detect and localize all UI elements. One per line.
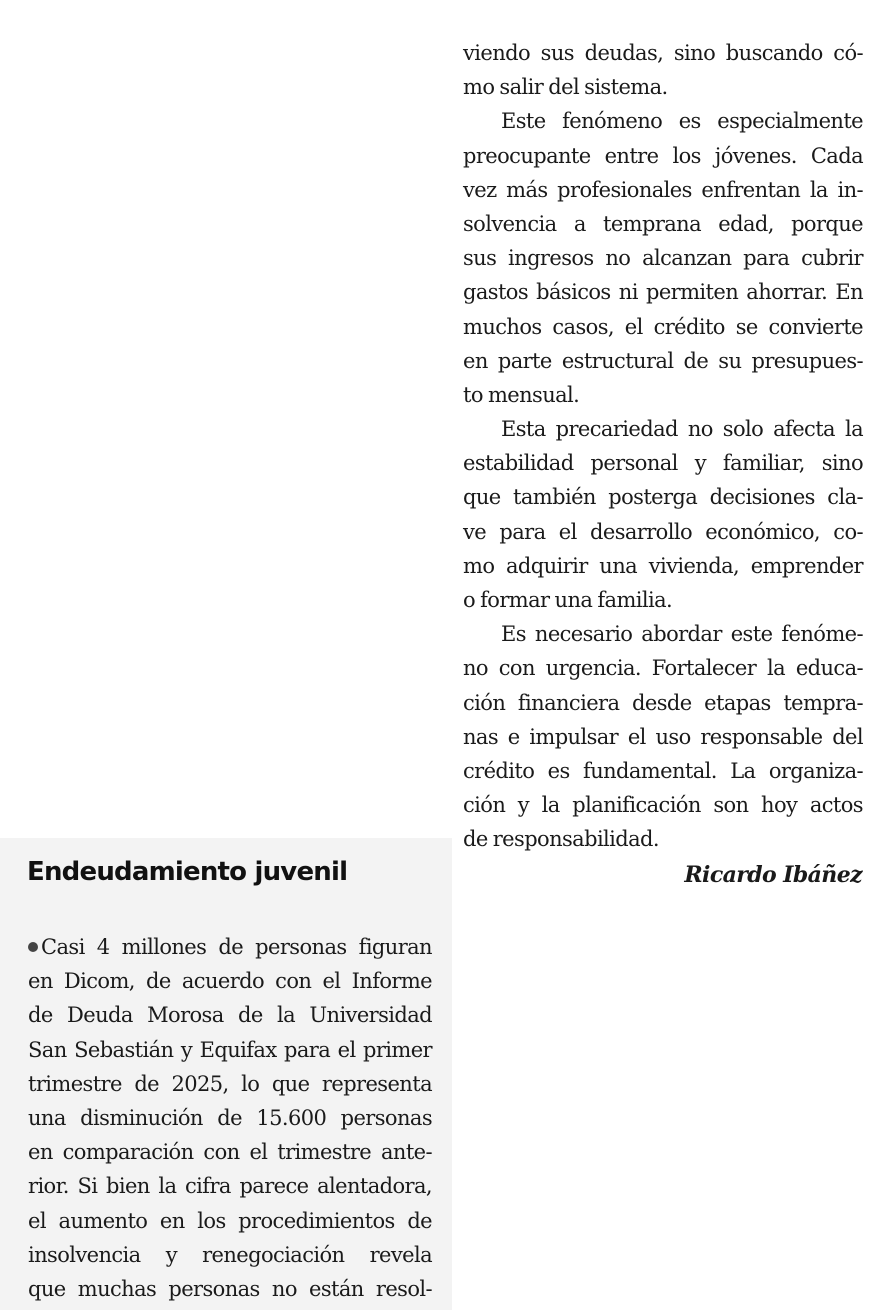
- text-line: trimestre de 2025, lo que representa: [28, 1071, 432, 1096]
- text-line: muchos casos, el crédito se convierte: [463, 314, 863, 339]
- letter-body: [28, 930, 432, 1306]
- text-line: en Dicom, de acuerdo con el Informe: [28, 969, 432, 994]
- paragraph-start-line: Es necesario abordar este fenóme-: [501, 622, 863, 647]
- text-line: no con urgencia. Fortalecer la educa-: [463, 656, 863, 681]
- text-line: de Deuda Morosa de la Universidad: [28, 1003, 432, 1028]
- text-line: que muchas personas no están resol-: [28, 1276, 432, 1301]
- text-line: el aumento en los procedimientos de: [28, 1208, 432, 1233]
- text-line: que también posterga decisiones cla-: [463, 485, 863, 510]
- text-line: mo salir del sistema.: [463, 75, 668, 100]
- text-line: crédito es fundamental. La organiza-: [463, 758, 863, 783]
- text-line: San Sebastián y Equifax para el primer: [28, 1037, 432, 1062]
- text-line: insolvencia y renegociación revela: [28, 1242, 432, 1267]
- text-line: de responsabilidad.: [463, 827, 659, 852]
- text-line: gastos básicos ni permiten ahorrar. En: [463, 280, 863, 305]
- text-line: vez más profesionales enfrentan la in-: [463, 177, 863, 202]
- previous-letter-body: [463, 36, 863, 857]
- text-line: to mensual.: [463, 382, 580, 407]
- text-line: en parte estructural de su presupues-: [463, 348, 863, 373]
- paragraph-start-line: [28, 930, 432, 964]
- text-line: ción financiera desde etapas tempra-: [463, 690, 863, 715]
- bullet-icon: [28, 942, 38, 952]
- text-line: ve para el desarrollo económico, co-: [463, 519, 863, 544]
- paragraph-start-line: Esta precariedad no solo afecta la: [501, 417, 863, 442]
- text-line: rior. Si bien la cifra parece alentadora,: [28, 1174, 432, 1199]
- text-line: ción y la planificación son hoy actos: [463, 793, 863, 818]
- text-line: mo adquirir una vivienda, emprender: [463, 553, 863, 578]
- text-line: solvencia a temprana edad, porque: [463, 211, 863, 236]
- text-line: en comparación con el trimestre ante-: [28, 1140, 432, 1165]
- paragraph-start-line: Este fenómeno es especialmente: [501, 109, 863, 134]
- text-line: preocupante entre los jóvenes. Cada: [463, 143, 863, 168]
- text-line: nas e impulsar el uso responsable del: [463, 724, 863, 749]
- text-line: una disminución de 15.600 personas: [28, 1105, 432, 1130]
- text-line: o formar una familia.: [463, 588, 673, 612]
- author-signature: Ricardo Ibáñez: [684, 862, 862, 888]
- letter-headline: Endeudamiento juvenil: [27, 857, 348, 887]
- text-line: sus ingresos no alcanzan para cubrir: [463, 246, 863, 271]
- text-line: Casi 4 millones de personas figuran: [41, 935, 432, 959]
- text-line: viendo sus deudas, sino buscando có-: [463, 41, 863, 65]
- text-line: estabilidad personal y familiar, sino: [463, 451, 863, 476]
